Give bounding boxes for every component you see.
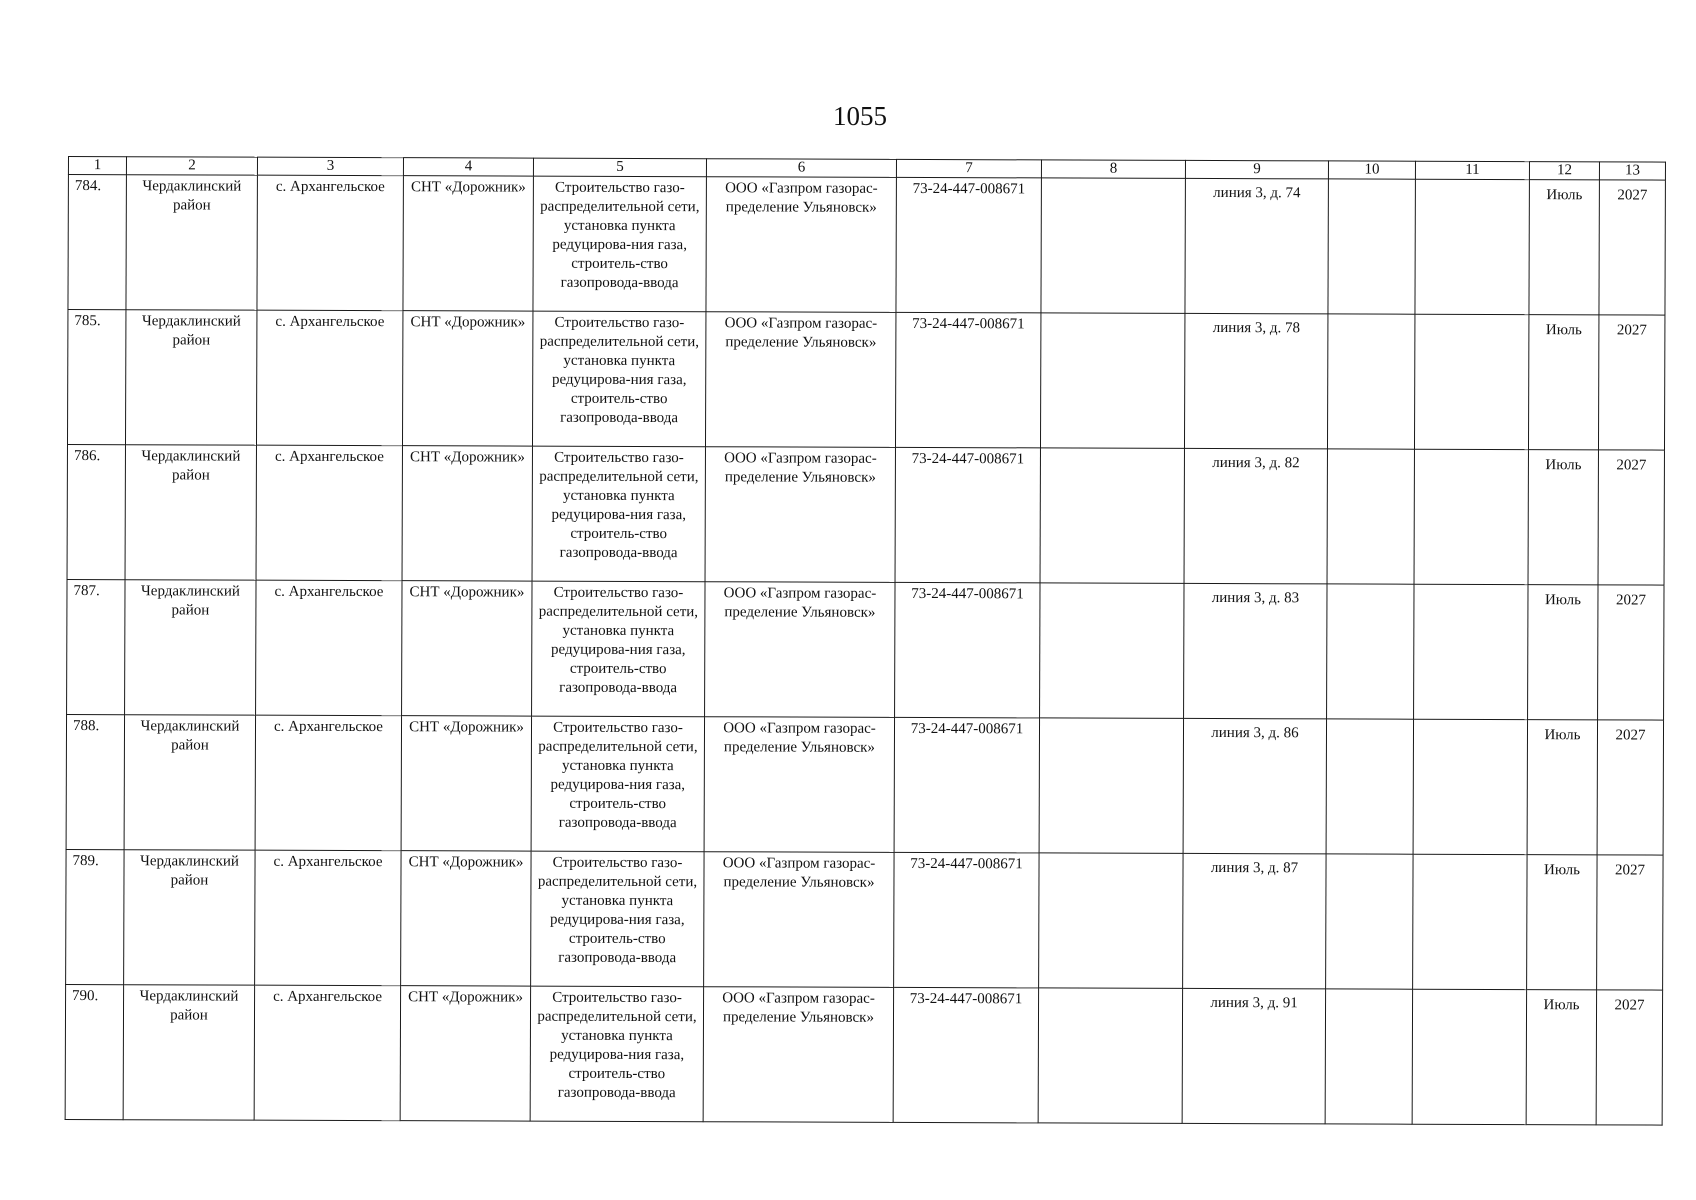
snt-cell: СНТ «Дорожник» — [403, 176, 533, 311]
month-cell: Июль — [1526, 990, 1596, 1125]
work-description-cell: Строительство газо-распределительной сети, установка пункта редуцирова-ния газа, строитель-ство газопровода-ввода — [532, 581, 705, 717]
year-cell: 2027 — [1598, 315, 1664, 450]
organization-cell: ООО «Газпром газорас-пределение Ульяновск» — [705, 582, 895, 718]
district-cell: Чердаклинский район — [124, 715, 255, 850]
table-row — [65, 984, 1662, 1125]
empty-cell-col11 — [1413, 854, 1527, 989]
cadastral-code-cell: 73-24-447-008671 — [894, 852, 1039, 988]
district-cell: Чердаклинский район — [125, 445, 256, 580]
cadastral-code-cell: 73-24-447-008671 — [894, 717, 1039, 853]
work-description-cell: Строительство газо-распределительной сети, установка пункта редуцирова-ния газа, строитель-ство газопровода-ввода — [530, 986, 703, 1122]
empty-cell-col8 — [1041, 178, 1185, 314]
work-description-cell: Строительство газо-распределительной сети, установка пункта редуцирова-ния газа, строитель-ство газопровода-ввода — [532, 446, 705, 582]
district-cell: Чердаклинский район — [123, 985, 254, 1120]
row-number: 786. — [67, 445, 125, 580]
row-number: 788. — [66, 714, 124, 849]
row-number: 790. — [65, 984, 123, 1119]
empty-cell-col10 — [1325, 989, 1412, 1124]
settlement-cell: с. Архангельское — [254, 985, 400, 1121]
empty-cell-col11 — [1414, 449, 1528, 584]
empty-cell-col8 — [1039, 853, 1183, 989]
settlement-cell: с. Архангельское — [256, 310, 402, 446]
column-header: 2 — [126, 157, 257, 175]
empty-cell-col10 — [1328, 179, 1415, 314]
empty-cell-col10 — [1327, 314, 1414, 449]
settlement-cell: с. Архангельское — [255, 715, 401, 851]
table-row — [68, 175, 1665, 316]
empty-cell-col10 — [1327, 449, 1414, 584]
empty-cell-col8 — [1039, 718, 1183, 854]
address-cell: линия 3, д. 78 — [1184, 313, 1327, 448]
column-header: 6 — [706, 159, 896, 178]
address-cell: линия 3, д. 83 — [1184, 583, 1327, 718]
row-number: 785. — [67, 310, 125, 445]
empty-cell-col10 — [1326, 854, 1413, 989]
address-cell: линия 3, д. 86 — [1183, 718, 1326, 853]
column-header: 10 — [1328, 161, 1415, 179]
work-description-cell: Строительство газо-распределительной сети, установка пункта редуцирова-ния газа, строитель-ство газопровода-ввода — [533, 176, 706, 312]
year-cell: 2027 — [1598, 585, 1664, 720]
organization-cell: ООО «Газпром газорас-пределение Ульяновск» — [705, 447, 895, 583]
row-number: 784. — [68, 175, 126, 310]
address-cell: линия 3, д. 91 — [1182, 988, 1325, 1123]
empty-cell-col10 — [1327, 584, 1414, 719]
snt-cell: СНТ «Дорожник» — [402, 581, 532, 716]
month-cell: Июль — [1528, 450, 1598, 585]
column-header: 13 — [1599, 162, 1665, 180]
settlement-cell: с. Архангельское — [256, 580, 402, 716]
gas-connection-table — [65, 156, 1666, 1126]
column-header: 11 — [1415, 161, 1529, 179]
settlement-cell: с. Архангельское — [256, 445, 402, 581]
table-row — [67, 579, 1664, 720]
table-row — [67, 310, 1664, 451]
work-description-cell: Строительство газо-распределительной сети, установка пункта редуцирова-ния газа, строитель-ство газопровода-ввода — [531, 716, 704, 852]
address-cell: линия 3, д. 74 — [1185, 178, 1328, 313]
empty-cell-col8 — [1040, 448, 1184, 584]
empty-cell-col8 — [1040, 313, 1184, 449]
year-cell: 2027 — [1599, 180, 1665, 315]
column-header: 12 — [1529, 162, 1599, 180]
cadastral-code-cell: 73-24-447-008671 — [893, 987, 1038, 1123]
table-row — [66, 714, 1663, 855]
district-cell: Чердаклинский район — [125, 580, 256, 715]
snt-cell: СНТ «Дорожник» — [400, 986, 530, 1121]
month-cell: Июль — [1527, 855, 1597, 990]
year-cell: 2027 — [1597, 720, 1663, 855]
district-cell: Чердаклинский район — [126, 175, 257, 310]
organization-cell: ООО «Газпром газорас-пределение Ульяновск» — [706, 177, 896, 313]
row-number: 787. — [67, 579, 125, 714]
cadastral-code-cell: 73-24-447-008671 — [895, 447, 1040, 583]
empty-cell-col8 — [1038, 988, 1182, 1124]
month-cell: Июль — [1528, 315, 1598, 450]
district-cell: Чердаклинский район — [124, 850, 255, 985]
year-cell: 2027 — [1597, 855, 1663, 990]
column-header: 5 — [533, 158, 706, 177]
table-row — [67, 445, 1664, 586]
column-header: 7 — [896, 159, 1041, 178]
settlement-cell: с. Архангельское — [255, 850, 401, 986]
address-cell: линия 3, д. 82 — [1184, 448, 1327, 583]
column-header: 8 — [1041, 160, 1185, 179]
empty-cell-col11 — [1414, 584, 1528, 719]
empty-cell-col11 — [1415, 179, 1529, 314]
cadastral-code-cell: 73-24-447-008671 — [895, 312, 1040, 448]
organization-cell: ООО «Газпром газорас-пределение Ульяновск» — [704, 717, 894, 853]
empty-cell-col8 — [1040, 583, 1184, 719]
empty-cell-col11 — [1413, 719, 1527, 854]
organization-cell: ООО «Газпром газорас-пределение Ульяновск» — [703, 987, 893, 1123]
snt-cell: СНТ «Дорожник» — [401, 851, 531, 986]
table-row — [66, 849, 1663, 990]
empty-cell-col11 — [1412, 989, 1526, 1124]
month-cell: Июль — [1527, 720, 1597, 855]
column-header: 1 — [68, 157, 126, 175]
empty-cell-col10 — [1326, 719, 1413, 854]
snt-cell: СНТ «Дорожник» — [402, 446, 532, 581]
district-cell: Чердаклинский район — [125, 310, 256, 445]
column-header: 3 — [257, 157, 403, 176]
year-cell: 2027 — [1596, 990, 1662, 1125]
column-header: 9 — [1185, 160, 1328, 178]
month-cell: Июль — [1529, 180, 1599, 315]
month-cell: Июль — [1528, 585, 1598, 720]
settlement-cell: с. Архангельское — [257, 175, 403, 311]
year-cell: 2027 — [1598, 450, 1664, 585]
row-number: 789. — [66, 849, 124, 984]
cadastral-code-cell: 73-24-447-008671 — [895, 582, 1040, 718]
address-cell: линия 3, д. 87 — [1183, 853, 1326, 988]
organization-cell: ООО «Газпром газорас-пределение Ульяновск» — [705, 312, 895, 448]
snt-cell: СНТ «Дорожник» — [401, 716, 531, 851]
cadastral-code-cell: 73-24-447-008671 — [896, 177, 1041, 313]
organization-cell: ООО «Газпром газорас-пределение Ульяновск» — [704, 852, 894, 988]
empty-cell-col11 — [1414, 314, 1528, 449]
snt-cell: СНТ «Дорожник» — [402, 311, 532, 446]
page-number: 1055 — [833, 101, 887, 131]
column-header: 4 — [403, 158, 533, 176]
work-description-cell: Строительство газо-распределительной сети, установка пункта редуцирова-ния газа, строитель-ство газопровода-ввода — [532, 311, 705, 447]
work-description-cell: Строительство газо-распределительной сети, установка пункта редуцирова-ния газа, строитель-ство газопровода-ввода — [531, 851, 704, 987]
